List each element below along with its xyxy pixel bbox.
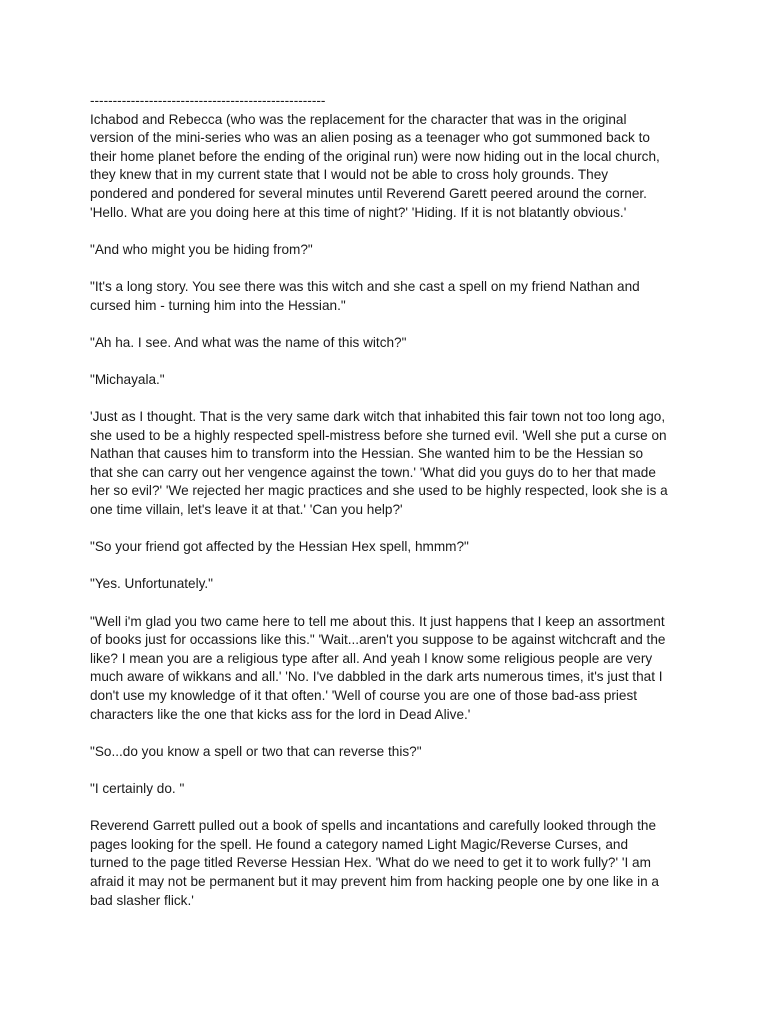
text-line: 'Hello. What are you doing here at this time of night?' 'Hiding. If it is not blatantly obvious.' [90, 204, 627, 220]
separator-line: ---------------------------------------------------- [90, 93, 326, 108]
text-line: Ichabod and Rebecca (who was the replacement for the character that was in the original [90, 111, 627, 127]
text-line: "And who might you be hiding from?" [90, 241, 313, 257]
text-line: cursed him - turning him into the Hessian." [90, 297, 346, 313]
paragraph [90, 408, 690, 520]
paragraph-gap [90, 259, 690, 278]
paragraph [90, 538, 690, 557]
paragraph-gap [90, 799, 690, 818]
paragraph [90, 111, 690, 223]
paragraph [90, 241, 690, 260]
paragraph-gap [90, 761, 690, 780]
paragraph-gap [90, 352, 690, 371]
text-line: much aware of wikkans and all.' 'No. I've dabbled in the dark arts numerous times, it's just that I [90, 669, 663, 685]
paragraph [90, 278, 690, 315]
text-line: of books just for occassions like this." 'Wait...aren't you suppose to be against witchcraft and the [90, 632, 666, 648]
paragraph-gap [90, 594, 690, 613]
text-line: pondered and pondered for several minutes until Reverend Garett peered around the corner. [90, 185, 647, 201]
paragraph-gap [90, 315, 690, 334]
text-line: their home planet before the ending of the original run) were now hiding out in the local church, [90, 148, 660, 164]
paragraph [90, 613, 690, 725]
paragraph-gap [90, 557, 690, 576]
text-line: Reverend Garrett pulled out a book of spells and incantations and carefully looked through the [90, 818, 657, 834]
paragraph [90, 817, 690, 910]
text-line: "So...do you know a spell or two that can reverse this?" [90, 743, 422, 759]
paragraph-gap [90, 222, 690, 241]
paragraph [90, 371, 690, 390]
paragraph [90, 743, 690, 762]
paragraph-gap [90, 520, 690, 539]
text-line: pages looking for the spell. He found a category named Light Magic/Reverse Curses, and [90, 836, 629, 852]
text-line: she used to be a highly respected spell-mistress before she turned evil. 'Well she put a curse on [90, 427, 667, 443]
text-line: "Yes. Unfortunately." [90, 576, 213, 592]
text-line: her so evil?' 'We rejected her magic practices and she used to be highly respected, look she is a [90, 483, 668, 499]
paragraph-gap [90, 724, 690, 743]
paragraph [90, 575, 690, 594]
text-line: that she can carry out her vengence against the town.' 'What did you guys do to her that made [90, 464, 656, 480]
text-line: afraid it may not be permanent but it may prevent him from hacking people one by one like in a [90, 873, 659, 889]
paragraph-gap [90, 390, 690, 409]
text-line: bad slasher flick.' [90, 892, 194, 908]
text-line: "So your friend got affected by the Hessian Hex spell, hmmm?" [90, 539, 469, 555]
text-line: they knew that in my current state that I would not be able to cross holy grounds. They [90, 167, 609, 183]
text-line: one time villain, let's leave it at that.' 'Can you help?' [90, 502, 403, 518]
text-line: characters like the one that kicks ass for the lord in Dead Alive.' [90, 706, 471, 722]
text-line: "Ah ha. I see. And what was the name of this witch?" [90, 334, 407, 350]
paragraph [90, 780, 690, 799]
paragraph [90, 334, 690, 353]
document-body [90, 92, 690, 910]
text-line: don't use my knowledge of it that often.' 'Well of course you are one of those bad-ass priest [90, 688, 638, 703]
text-line: Nathan that causes him to transform into the Hessian. She wanted him to be the Hessian so [90, 446, 644, 462]
text-line: "Well i'm glad you two came here to tell me about this. It just happens that I keep an assortment [90, 613, 665, 629]
text-line: version of the mini-series who was an alien posing as a teenager who got summoned back to [90, 130, 650, 146]
text-line: "It's a long story. You see there was this witch and she cast a spell on my friend Nathan and [90, 278, 640, 294]
text-line: turned to the page titled Reverse Hessian Hex. 'What do we need to get it to work fully?' 'I am [90, 855, 651, 871]
text-line: "I certainly do. " [90, 780, 185, 796]
text-line: like? I mean you are a religious type after all. And yeah I know some religious people are very [90, 650, 653, 666]
text-line: 'Just as I thought. That is the very same dark witch that inhabited this fair town not too long ago, [90, 409, 666, 425]
text-line: "Michayala." [90, 371, 165, 387]
